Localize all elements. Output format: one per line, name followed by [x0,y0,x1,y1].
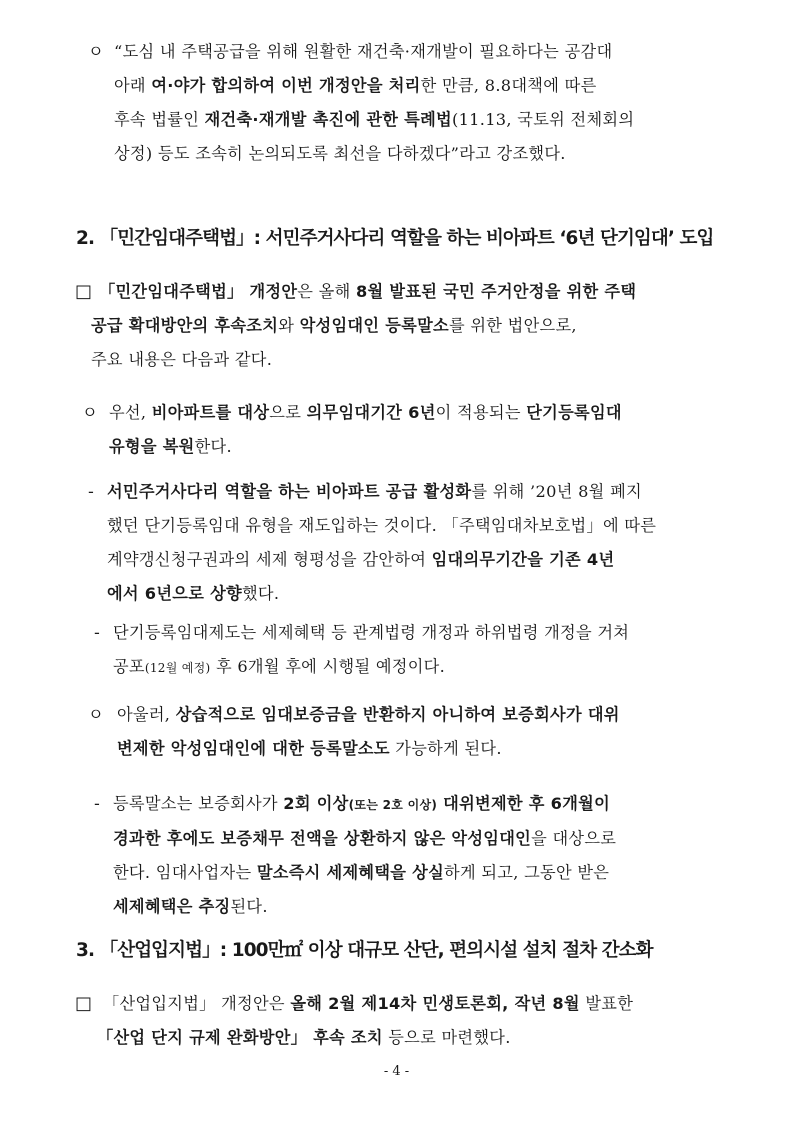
text-line: 세제혜택은 추징된다. [113,897,268,916]
section-heading-3: 3. 「산업입지법」: 100만㎡ 이상 대규모 산단, 편의시설 설치 절차 간소화 [76,940,653,961]
text-line: 공급 확대방안의 후속조치와 악성임대인 등록말소를 위한 법안으로, [91,316,577,335]
text-line: 경과한 후에도 보증채무 전액을 상환하지 않은 악성임대인을 대상으로 [113,829,617,848]
text-line: 「민간임대주택법」 개정안은 올해 8월 발표된 국민 주거안정을 위한 주택 [99,282,637,301]
paragraph-malicious-landlord [88,698,778,766]
dash-bullet: - [94,623,101,642]
circle-bullet: ㅇ [88,705,104,724]
text-line: 아울러, 상습적으로 임대보증금을 반환하지 아니하여 보증회사가 대위 [117,705,620,724]
text-line: “도심 내 주택공급을 위해 원활한 재건축·재개발이 필요하다는 공감대 [114,42,613,61]
text-line: 계약갱신청구권과의 세제 형평성을 감안하여 임대의무기간을 기존 4년 [107,550,615,569]
paragraph-industrial-site [75,987,765,1055]
paragraph-bi-apt [82,396,772,464]
text-line: 우선, 비아파트를 대상으로 의무임대기간 6년이 적용되는 단기등록임대 [109,403,622,422]
text-line: 한다. 임대사업자는 말소즉시 세제혜택을 상실하게 되고, 그동안 받은 [113,863,610,882]
paragraph-short-term-rental [88,475,778,611]
text-line: 유형을 복원한다. [109,437,232,456]
text-line: 「산업 단지 규제 완화방안」 후속 조치 등으로 마련했다. [97,1028,511,1047]
text-line: 「산업입지법」 개정안은 올해 2월 제14차 민생토론회, 작년 8월 발표한 [103,994,634,1013]
text-line: 했던 단기등록임대 유형을 재도입하는 것이다. 「주택임대차보호법」에 따른 [107,516,657,535]
square-bullet: □ [75,281,93,302]
dash-bullet: - [94,794,101,813]
circle-bullet: ㅇ [88,42,104,61]
text-line: 변제한 악성임대인에 대한 등록말소도 가능하게 된다. [117,739,502,758]
dash-bullet: - [88,482,95,501]
paragraph-registration-cancel [94,787,774,924]
text-line: 등록말소는 보증회사가 2회 이상(또는 2호 이상) 대위변제한 후 6개월이 [113,794,611,813]
text-line: 서민주거사다리 역할을 하는 비아파트 공급 활성화를 위해 ’20년 8월 폐지 [107,482,642,501]
paragraph-closing-quote [88,35,768,171]
text-line: 에서 6년으로 상향했다. [107,584,280,603]
paragraph-enforcement-date [94,616,774,685]
text-line: 아래 여·야가 합의하여 이번 개정안을 처리한 만큼, 8.8대책에 따른 [114,76,597,95]
text-line: 단기등록임대제도는 세제혜택 등 관계법령 개정과 하위법령 개정을 거쳐 [113,623,630,642]
page-number: - 4 - [383,1064,410,1079]
text-line: 공포(12월 예정) 후 6개월 후에 시행될 예정이다. [113,657,446,676]
section-heading-2: 2. 「민간임대주택법」: 서민주거사다리 역할을 하는 비아파트 ‘6년 단기임대’ 도입 [76,228,714,249]
square-bullet: □ [75,993,93,1014]
text-line: 주요 내용은 다음과 같다. [91,350,273,369]
text-line: 상정) 등도 조속히 논의되도록 최선을 다하겠다”라고 강조했다. [114,144,566,163]
text-line: 후속 법률인 재건축·재개발 촉진에 관한 특례법(11.13, 국토위 전체회의 [114,110,635,129]
circle-bullet: ㅇ [82,403,98,422]
paragraph-min-imdae-intro [75,275,765,377]
